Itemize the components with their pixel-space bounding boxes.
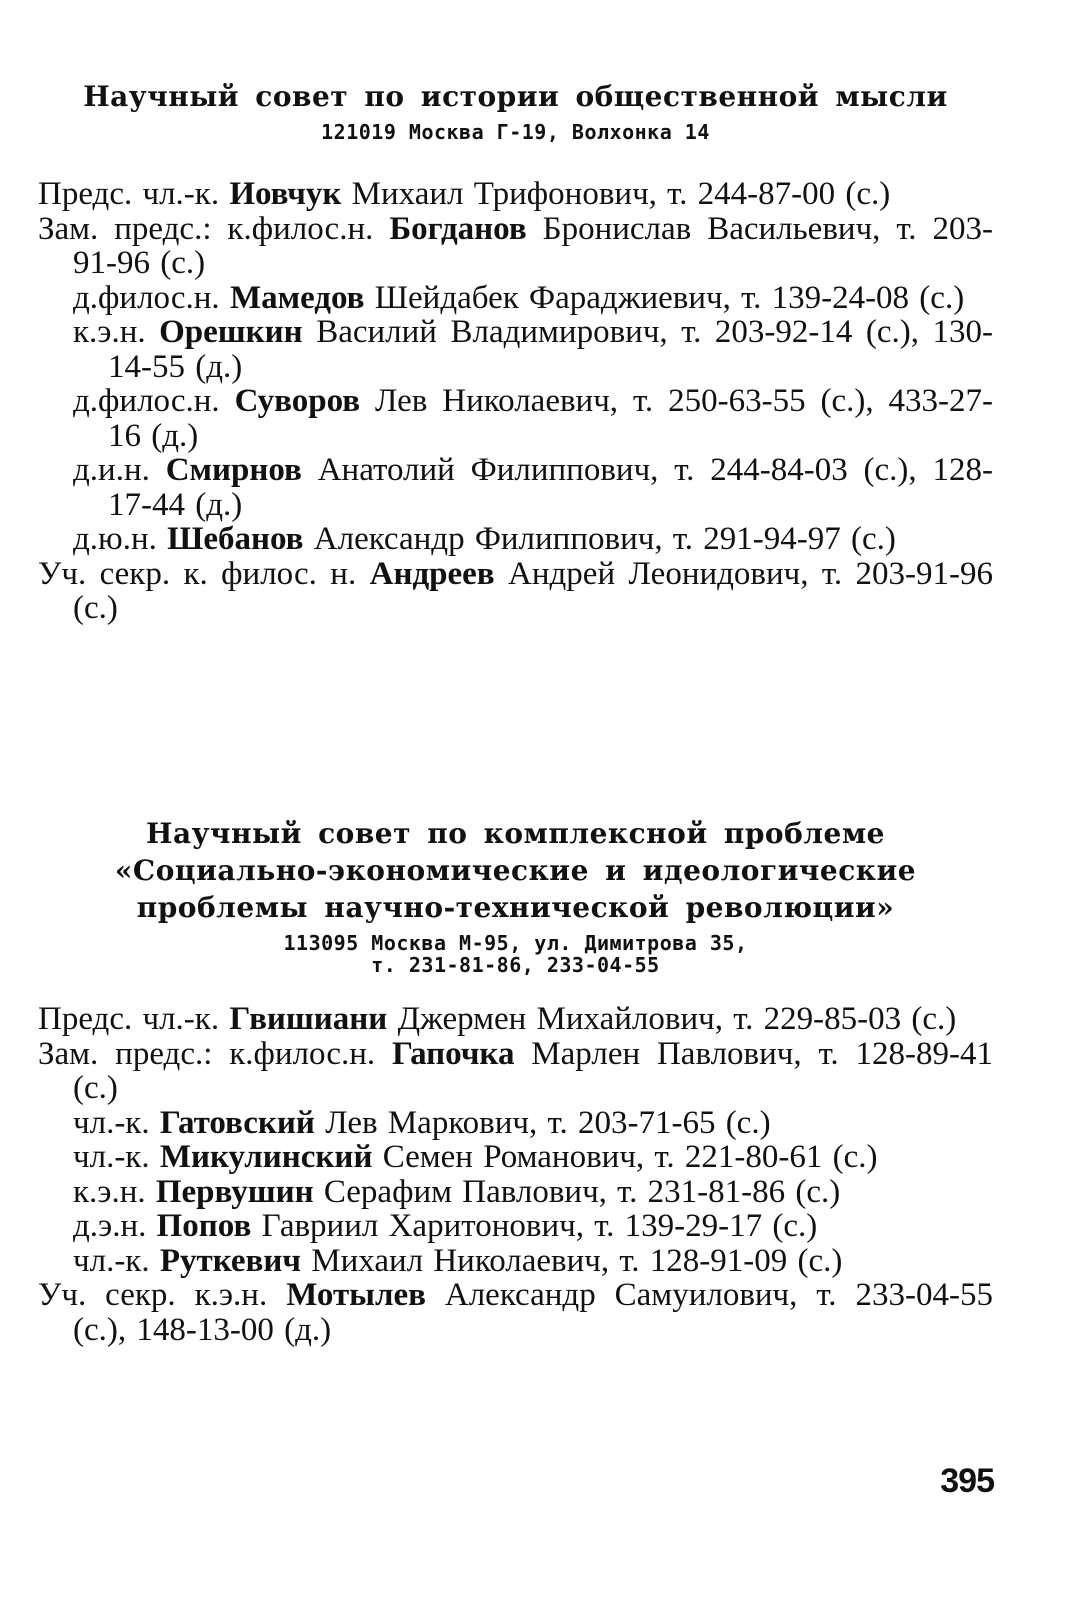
member-entry [38,1175,993,1210]
member-details: Анатолий Филиппович, т. 244-84-03 (с.), 128-17-44 (д.) [108,452,993,523]
member-entry [38,212,993,281]
member-surname: Иовчук [229,176,342,212]
member-title: Предс. чл.-к. [38,1001,230,1037]
member-details: Марлен Павлович, т. 128-89-41 (с.) [73,1035,993,1106]
member-title: Зам. предс.: к.филос.н. [38,1035,392,1072]
member-title: к.э.н. [73,314,160,350]
member-entry [38,1106,993,1141]
member-details: Шейдабек Фараджиевич, т. 139-24-08 (с.) [364,279,965,316]
member-list [38,177,993,626]
member-details: Михаил Николаевич, т. 128-91-09 (с.) [301,1242,843,1279]
member-title: чл.-к. [73,1139,160,1175]
member-details: Семен Романович, т. 221-80-61 (с.) [372,1139,878,1175]
member-details: Лев Маркович, т. 203-71-65 (с.) [314,1104,771,1141]
member-list [38,1002,993,1347]
member-entry [38,1209,993,1244]
council-section-history-of-social-thought [38,78,993,626]
council-address: 121019 Москва Г-19, Волхонка 14 [321,120,710,144]
member-entry [38,1278,993,1347]
member-surname: Шебанов [167,521,304,557]
member-entry [38,522,993,557]
member-entry [38,384,993,453]
member-title: Уч. секр. к. филос. н. [38,555,370,592]
council-title: Научный совет по комплексной проблеме «Социально-экономические и идеологические проблемы научно-технической революции» [114,817,917,924]
member-surname: Мамедов [229,279,365,316]
member-title: Предс. чл.-к. [38,176,230,212]
member-entry [38,1244,993,1279]
member-details: Михаил Трифонович, т. 244-87-00 (с.) [341,176,891,212]
member-details: Василий Владимирович, т. 203-92-14 (с.), 130-14-55 (д.) [108,314,993,385]
member-surname: Микулинский [159,1139,373,1175]
member-surname: Андреев [369,555,495,592]
member-entry [38,557,993,626]
member-title: Уч. секр. к.э.н. [38,1277,287,1313]
member-surname: Гвишиани [229,1001,388,1037]
member-entry [38,1002,993,1037]
member-title: д.ю.н. [73,521,168,557]
member-surname: Орешкин [159,314,303,350]
council-section-scientific-technical-revolution [38,815,993,1347]
page-number: 395 [940,1462,994,1500]
council-phone-line: т. 231-81-86, 233-04-55 [371,953,660,977]
member-details: Гавриил Харитонович, т. 139-29-17 (с.) [251,1208,818,1244]
member-title: к.э.н. [73,1173,156,1210]
member-entry [38,315,993,384]
member-surname: Гатовский [159,1104,315,1141]
member-surname: Попов [156,1208,252,1244]
member-details: Лев Николаевич, т. 250-63-55 (с.), 433-27-16 (д.) [108,383,994,454]
member-surname: Мотылев [286,1277,426,1313]
member-entry [38,1140,993,1175]
member-details: Александр Самуилович, т. 233-04-55 (с.), 148-13-00 (д.) [73,1277,993,1348]
member-surname: Первушин [155,1173,314,1210]
member-details: Александр Филиппович, т. 291-94-97 (с.) [303,521,896,557]
council-title: Научный совет по истории общественной мысли [83,80,948,113]
member-details: Серафим Павлович, т. 231-81-86 (с.) [313,1173,841,1210]
member-entry [38,281,993,316]
member-title: чл.-к. [73,1104,160,1141]
member-title: д.филос.н. [73,383,235,419]
member-title: д.э.н. [73,1208,157,1244]
council-address-line: 113095 Москва М-95, ул. Димитрова 35, [283,931,748,955]
member-surname: Суворов [234,383,361,419]
member-entry [38,453,993,522]
member-title: Зам. предс.: к.филос.н. [38,210,390,247]
member-surname: Смирнов [165,452,302,488]
member-surname: Богданов [389,210,527,247]
member-title: д.и.н. [73,452,166,488]
member-details: Джермен Михайлович, т. 229-85-03 (с.) [387,1001,957,1037]
council-address [38,932,993,976]
member-surname: Руткевич [159,1242,301,1279]
member-details: Андрей Леонидович, т. 203-91-96 (с.) [73,555,993,626]
member-surname: Гапочка [392,1035,515,1072]
member-title: чл.-к. [73,1242,160,1279]
member-entry [38,1037,993,1106]
member-details: Бронислав Васильевич, т. 203-91-96 (с.) [73,210,993,281]
member-entry [38,177,993,212]
member-title: д.филос.н. [73,279,230,316]
